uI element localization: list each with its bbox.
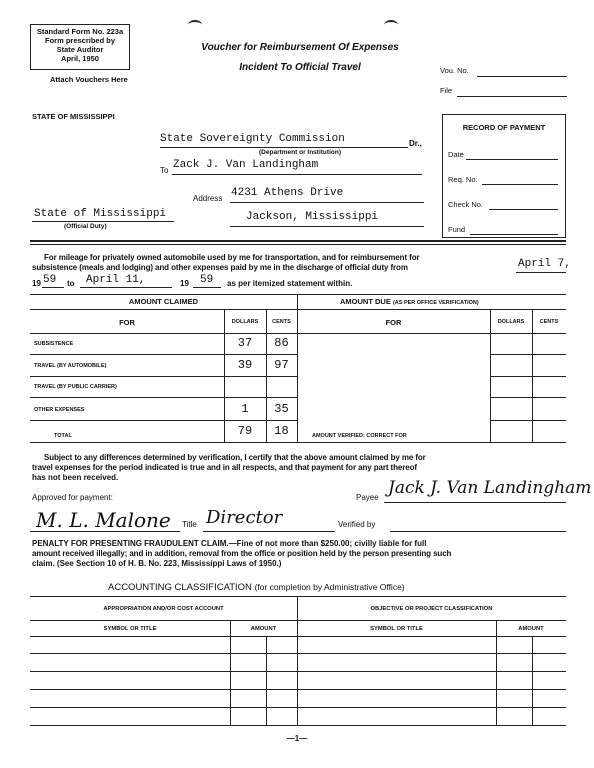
- row-travel-auto-dollars: 39: [237, 358, 253, 372]
- row-total-dollars: 79: [237, 424, 253, 438]
- row-travel-public-label: TRAVEL (BY PUBLIC CARRIER): [34, 384, 117, 390]
- claimed-col-for: FOR: [119, 318, 135, 327]
- accounting-right-col-symbol: SYMBOL OR TITLE: [370, 626, 423, 632]
- file-label: File: [440, 86, 453, 95]
- accounting-left-col-amount: AMOUNT: [250, 626, 277, 632]
- mileage-to-label: to: [67, 279, 75, 288]
- mileage-year-1: 59: [43, 274, 57, 286]
- record-of-payment-title: RECORD OF PAYMENT: [462, 123, 546, 132]
- to-value: Zack J. Van Landingham: [173, 159, 319, 171]
- penalty-text1: —Fine of not more than $250.00; civilly liable for full: [228, 539, 427, 548]
- certification-line3: has not been received.: [32, 473, 119, 482]
- mileage-text-2: subsistence (meals and lodging) and other expenses paid by me in the discharge of official duty from: [32, 263, 408, 272]
- amount-due-header: [340, 297, 479, 306]
- record-date-label: Date: [448, 150, 464, 159]
- state-header: STATE OF MISSISSIPPI: [32, 112, 115, 121]
- staple-mark-left: [188, 20, 202, 30]
- row-other-dollars: 1: [241, 402, 249, 416]
- due-col-dollars: DOLLARS: [497, 319, 525, 325]
- title-value: Director: [206, 507, 283, 528]
- standard-form-line4: April, 1950: [61, 54, 99, 63]
- official-duty-caption: (Official Duty): [64, 223, 107, 230]
- amount-claimed-header: AMOUNT CLAIMED: [128, 297, 199, 306]
- official-duty-value: State of Mississippi: [34, 208, 167, 220]
- to-label: To: [160, 166, 169, 175]
- mileage-year-2: 59: [200, 274, 214, 286]
- payee-signature: Jack J. Van Landingham: [388, 478, 592, 498]
- penalty-text2: amount received illegally; and in addition, removal from the office or position held by the person presenting such: [32, 549, 452, 558]
- accounting-right-header: OBJECTIVE OR PROJECT CLASSIFICATION: [370, 606, 493, 612]
- approved-label: Approved for payment:: [32, 493, 113, 502]
- row-total-cents: 18: [274, 424, 289, 438]
- accounting-right-col-amount: AMOUNT: [518, 626, 544, 632]
- standard-form-text: [31, 27, 129, 63]
- accounting-left-header: APPROPRIATION AND/OR COST ACCOUNT: [103, 606, 224, 612]
- penalty-line1: [32, 539, 426, 548]
- mileage-year-prefix-2: 19: [180, 279, 189, 288]
- department-caption: (Department or Institution): [259, 149, 341, 156]
- record-fund-label: Fund: [448, 225, 466, 234]
- certification-line2: travel expenses for the period indicated is true and in all respects, and that payment for any part thereof: [32, 463, 417, 472]
- due-col-for: FOR: [385, 318, 402, 327]
- mileage-tail: as per itemized statement within.: [227, 279, 353, 288]
- row-subsistence-dollars: 37: [237, 336, 253, 350]
- penalty-text3: claim. (See Section 10 of H. B. No. 223, Mississippi Laws of 1950.): [32, 559, 282, 568]
- vou-no-label: Vou. No.: [440, 66, 469, 75]
- accounting-left-col-symbol: SYMBOL OR TITLE: [103, 626, 157, 632]
- department-value: State Sovereignty Commission: [160, 133, 345, 145]
- mileage-to-date: April 11,: [86, 274, 146, 286]
- mileage-text-1: For mileage for privately owned automobile used by me for transportation, and for reimbursement for: [44, 253, 420, 262]
- amount-due-header-note: (AS PER OFFICE VERIFICATION): [392, 300, 479, 306]
- row-other-label: OTHER EXPENSES: [34, 407, 85, 413]
- penalty-heading: PENALTY FOR PRESENTING FRAUDULENT CLAIM.: [32, 539, 229, 548]
- standard-form-line1: Standard Form No. 223a: [36, 27, 124, 36]
- record-check-label: Check No.: [448, 200, 484, 209]
- payee-label: Payee: [356, 493, 379, 502]
- claimed-col-cents: CENTS: [272, 319, 291, 325]
- amount-verified-label: AMOUNT VERIFIED: CORRECT FOR: [312, 433, 407, 439]
- verified-by-label: Verified by: [338, 520, 376, 529]
- approver-signature: M. L. Malone: [36, 508, 171, 532]
- title-line1: Voucher for Reimbursement Of Expenses: [201, 42, 399, 53]
- address-line2: Jackson, Mississippi: [246, 211, 379, 223]
- certification-line1: Subject to any differences determined by verification, I certify that the above amount claimed by me for: [44, 453, 426, 462]
- title-line2: Incident To Official Travel: [239, 62, 361, 73]
- staple-mark-right: [384, 20, 398, 30]
- address-label: Address: [193, 194, 223, 203]
- accounting-note: (for completion by Administrative Office): [254, 582, 405, 592]
- attach-note: Attach Vouchers Here: [50, 75, 128, 84]
- department-suffix: Dr.,: [409, 139, 422, 148]
- row-total-label: TOTAL: [54, 433, 72, 439]
- due-col-cents: CENTS: [539, 319, 559, 325]
- row-subsistence-label: SUBSISTENCE: [34, 341, 74, 347]
- title-label: Title: [182, 520, 197, 529]
- row-travel-auto-label: TRAVEL (BY AUTOMOBILE): [34, 363, 107, 369]
- row-subsistence-cents: 86: [274, 336, 289, 350]
- standard-form-line3: State Auditor: [56, 45, 104, 54]
- record-req-label: Req. No.: [448, 175, 478, 184]
- accounting-heading: ACCOUNTING CLASSIFICATION: [108, 582, 252, 593]
- address-line1: 4231 Athens Drive: [231, 187, 344, 199]
- accounting-heading-row: [108, 582, 405, 593]
- row-travel-auto-cents: 97: [274, 358, 289, 372]
- row-other-cents: 35: [274, 402, 289, 416]
- claimed-col-dollars: DOLLARS: [231, 319, 259, 325]
- standard-form-line2: Form prescribed by: [44, 36, 116, 45]
- amount-due-header-text: AMOUNT DUE: [340, 297, 391, 306]
- mileage-from-date: April 7,: [518, 258, 571, 270]
- mileage-year-prefix-1: 19: [32, 279, 41, 288]
- page-number: —1—: [286, 734, 308, 743]
